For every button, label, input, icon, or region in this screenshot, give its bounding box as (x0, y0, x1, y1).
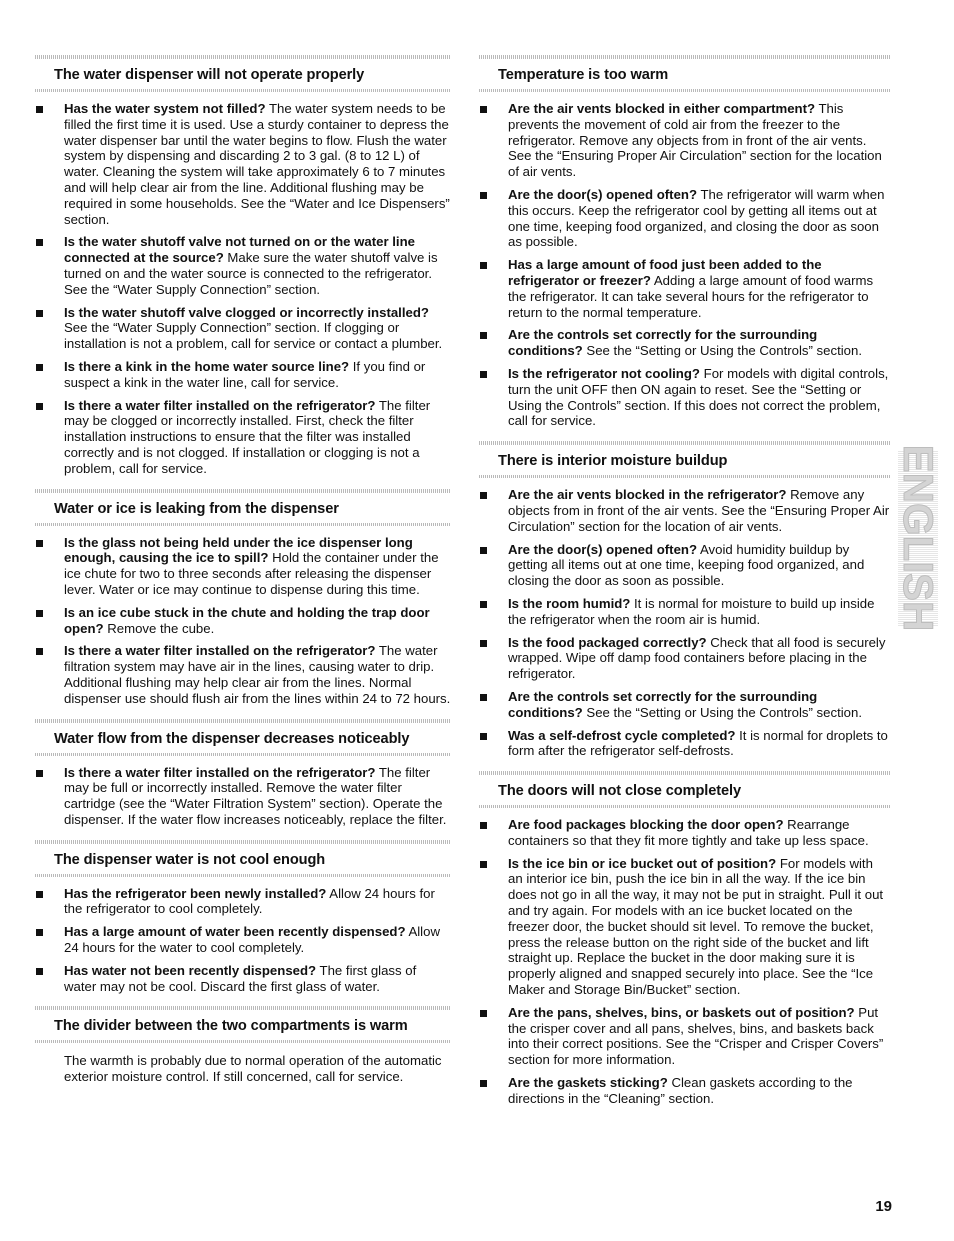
list-item (35, 643, 451, 706)
section-water-dispenser-not-operate (35, 55, 451, 477)
question: Are the door(s) opened often? (508, 186, 698, 202)
answer: See the “Setting or Using the Controls” section. (582, 343, 863, 359)
section-rule (479, 475, 890, 478)
question: Are the door(s) opened often? (508, 541, 698, 557)
answer: Allow 24 hours for the refrigerator to cool completely. (64, 885, 435, 917)
list-item (35, 101, 451, 227)
section-rule (35, 523, 451, 526)
list-item (35, 886, 451, 918)
page-number: 19 (875, 1198, 892, 1215)
section-heading: Water or ice is leaking from the dispenser (54, 500, 339, 517)
section-rule (35, 719, 451, 723)
answer: Hold the container under the ice chute for two to three seconds after releasing the dispenser lever. Water or ice may continue to dispense during this time. (64, 550, 439, 597)
question: Is there a water filter installed on the refrigerator? (64, 764, 376, 780)
question: Has water not been recently dispensed? (64, 962, 317, 978)
section-heading: Temperature is too warm (498, 67, 669, 83)
list-item (479, 187, 890, 250)
answer: For models with digital controls, turn the unit OFF then ON again to reset. See the “Setting or Using the Controls” section. If this does not correct the problem, call for service. (508, 365, 889, 429)
section-paragraph: The warmth is probably due to normal operation of the automatic exterior moisture control. If still concerned, call for service. (64, 1053, 442, 1085)
question: Has the refrigerator been newly installed? (64, 885, 327, 901)
answer: The filter may be full or incorrectly installed. Remove the water filter cartridge (see the “Water Filtration System” section). Operate the dispenser. If the water flow increases noticeably, replace the filter. (64, 764, 447, 827)
list-item (35, 535, 451, 598)
question-list (479, 817, 890, 1107)
answer: The water filtration system may have air in the lines, causing water to drip. Additional flushing may help clear air from the lines. Normal dispenser use should flush air from the lines within 24 to 72 hours. (64, 643, 451, 706)
bullet-square-icon (480, 106, 487, 113)
section-rule (479, 55, 890, 59)
section-doors-not-close (479, 771, 890, 1107)
list-item (35, 234, 451, 297)
list-item (35, 359, 451, 391)
answer: The filter may be clogged or incorrectly installed. First, check the filter installation instructions to ensure that the filter was installed correctly and is not clogged. If installation or clogging is not a problem, call for service. (64, 397, 431, 476)
section-rule (479, 805, 890, 808)
answer: It is normal for droplets to form after the refrigerator self-defrosts. (508, 727, 888, 759)
bullet-square-icon (480, 733, 487, 740)
bullet-square-icon (36, 968, 43, 975)
question: Are the pans, shelves, bins, or baskets out of position? (508, 1004, 855, 1020)
answer: The water system needs to be filled the first time it is used. Use a sturdy container to depress the water dispenser bar until the water begins to flow. Flush the water system by dispensing and discarding 2 to 3 gal. (8 to 12 L) of water. Cleaning the system will take approximately 6 to 7 minutes and will help clear air from the line. Additional flushing may be required in some households. See the “Water and Ice Dispensers” section. (64, 101, 450, 227)
bullet-square-icon (36, 364, 43, 371)
answer: Make sure the water shutoff valve is turned on and the water source is connected to the refrigerator. See the “Water Supply Connection” section. (64, 250, 438, 297)
question: Has a large amount of water been recently dispensed? (64, 924, 406, 940)
answer: Remove the cube. (103, 620, 215, 636)
bullet-square-icon (36, 770, 43, 777)
bullet-square-icon (36, 929, 43, 936)
left-column (35, 55, 451, 1097)
list-item (479, 596, 890, 628)
answer: Adding a large amount of food warms the refrigerator. It can take several hours for the refrigerator to return to the normal temperature. (508, 272, 874, 320)
list-item (479, 817, 890, 849)
list-item (479, 101, 890, 180)
question-list (35, 535, 451, 707)
bullet-square-icon (480, 640, 487, 647)
section-water-ice-leaking (35, 489, 451, 707)
question: Was a self-defrost cycle completed? (508, 727, 736, 743)
section-rule (35, 840, 451, 844)
list-item (479, 257, 890, 320)
section-rule (479, 771, 890, 775)
section-rule (35, 1006, 451, 1010)
question: Has the water system not filled? (64, 101, 266, 116)
question: Is there a water filter installed on the refrigerator? (64, 643, 376, 659)
question: Is the water shutoff valve clogged or incorrectly installed? (64, 304, 429, 320)
list-item (479, 542, 890, 589)
section-heading: The divider between the two compartments is warm (54, 1018, 408, 1035)
list-item (479, 1075, 890, 1107)
bullet-square-icon (36, 610, 43, 617)
section-rule (35, 874, 451, 877)
answer: It is normal for moisture to build up inside the refrigerator when the room air is humid. (508, 595, 875, 627)
section-rule (35, 89, 451, 92)
section-rule (35, 753, 451, 756)
bullet-square-icon (36, 403, 43, 410)
list-item (479, 327, 890, 359)
section-rule (35, 55, 451, 59)
bullet-square-icon (480, 262, 487, 269)
question: Is an ice cube stuck in the chute and holding the trap door open? (64, 604, 430, 636)
bullet-square-icon (480, 861, 487, 868)
answer: Remove any objects from in front of the air vents. See the “Ensuring Proper Air Circulation” section for the location of air vents. (508, 487, 890, 534)
list-item (35, 398, 451, 477)
bullet-square-icon (36, 540, 43, 547)
question: Is the room humid? (508, 595, 631, 611)
answer: Put the crisper cover and all pans, shelves, bins, and baskets back into their correct positions. See the “Crisper and Crisper Covers” section for more information. (508, 1004, 884, 1068)
section-rule (479, 89, 890, 92)
list-item (35, 305, 451, 352)
section-rule (479, 441, 890, 445)
section-divider-warm (35, 1006, 451, 1085)
question-list (35, 101, 451, 477)
bullet-square-icon (480, 371, 487, 378)
list-item (479, 689, 890, 721)
answer: For models with an interior ice bin, push the ice bin in all the way. If the ice bin does not go in all the way, it may not be put in straight. Pull it out and try again. For models with an ice bucket located on the freezer door, the bucket should sit level. To remove the bucket, press the release button on the right side of the bucket and lift straight up. Replace the bucket in the door making sure it is properly aligned and snapped securely into place. See the “Ice Maker and Storage Bin/Bucket” section. (508, 855, 884, 998)
section-heading: There is interior moisture buildup (498, 453, 728, 470)
question: Are the gaskets sticking? (508, 1075, 668, 1091)
bullet-square-icon (480, 332, 487, 339)
bullet-square-icon (36, 239, 43, 246)
list-item (479, 635, 890, 682)
bullet-square-icon (480, 1010, 487, 1017)
bullet-square-icon (480, 601, 487, 608)
answer: Rearrange containers so that they fit more tightly and take up less space. (508, 817, 869, 848)
question: Are food packages blocking the door open? (508, 817, 784, 833)
section-interior-moisture (479, 441, 890, 759)
bullet-square-icon (480, 547, 487, 554)
bullet-square-icon (36, 310, 43, 317)
answer: Avoid humidity buildup by getting all items out at one time, keeping food organized, and closing the door as soon as possible. (508, 541, 865, 589)
answer: The refrigerator will warm when this occurs. Keep the refrigerator cool by getting all items out at one time, keeping food organized, and closing the door as soon as possible. (508, 186, 885, 250)
answer: Check that all food is securely wrapped. Wipe off damp food containers before placing in the refrigerator. (508, 634, 886, 682)
question-list (35, 886, 451, 995)
section-heading: The water dispenser will not operate properly (54, 67, 365, 83)
question: Are the controls set correctly for the surrounding conditions? (508, 327, 818, 359)
answer: See the “Water Supply Connection” section. If clogging or installation is not a problem, call for service or contact a plumber. (64, 320, 443, 352)
answer: The first glass of water may not be cool. Discard the first glass of water. (64, 962, 417, 994)
question-list (479, 101, 890, 429)
bullet-square-icon (480, 822, 487, 829)
section-heading: The dispenser water is not cool enough (54, 851, 326, 868)
bullet-square-icon (36, 648, 43, 655)
question: Is the refrigerator not cooling? (508, 365, 700, 381)
language-side-tab-label: ENGLISH (895, 444, 942, 632)
answer: Allow 24 hours for the water to cool completely. (64, 924, 440, 956)
bullet-square-icon (480, 192, 487, 199)
question: Are the controls set correctly for the surrounding conditions? (508, 688, 818, 720)
question: Are the air vents blocked in either compartment? (508, 101, 816, 116)
question-list (479, 487, 890, 759)
question: Are the air vents blocked in the refrigerator? (508, 487, 787, 503)
answer: Clean gaskets according to the directions in the “Cleaning” section. (508, 1075, 853, 1106)
section-water-flow-decreases (35, 719, 451, 828)
question: Is the food packaged correctly? (508, 634, 707, 650)
answer: If you find or suspect a kink in the water line, call for service. (64, 358, 426, 390)
section-heading: The doors will not close completely (498, 783, 742, 800)
question: Is the water shutoff valve not turned on or the water line connected at the source? (64, 234, 415, 266)
bullet-square-icon (480, 694, 487, 701)
list-item (479, 366, 890, 429)
answer: See the “Setting or Using the Controls” section. (582, 704, 863, 720)
section-rule (35, 489, 451, 493)
list-item (479, 728, 890, 760)
section-dispenser-water-not-cool (35, 840, 451, 995)
bullet-square-icon (36, 891, 43, 898)
question: Is the ice bin or ice bucket out of position? (508, 855, 777, 871)
question: Has a large amount of food just been added to the refrigerator or freezer? (508, 257, 822, 288)
list-item (35, 765, 451, 828)
bullet-square-icon (36, 106, 43, 113)
bullet-square-icon (480, 1080, 487, 1087)
question: Is there a water filter installed on the refrigerator? (64, 397, 376, 413)
right-column (479, 55, 890, 1119)
list-item (479, 487, 890, 534)
list-item (35, 605, 451, 637)
section-temperature-too-warm (479, 55, 890, 429)
answer: This prevents the movement of cold air from the freezer to the refrigerator. Remove any objects from in front of the air vents. See the “Ensuring Proper Air Circulation” section for the location of air vents. (508, 101, 882, 180)
list-item (35, 924, 451, 956)
section-rule (35, 1040, 451, 1043)
section-heading: Water flow from the dispenser decreases noticeably (54, 730, 410, 747)
question: Is there a kink in the home water source line? (64, 358, 350, 374)
question: Is the glass not being held under the ice dispenser long enough, causing the ice to spill? (64, 534, 413, 566)
list-item (479, 856, 890, 998)
question-list (35, 765, 451, 828)
list-item (479, 1005, 890, 1068)
list-item (35, 963, 451, 995)
bullet-square-icon (480, 492, 487, 499)
